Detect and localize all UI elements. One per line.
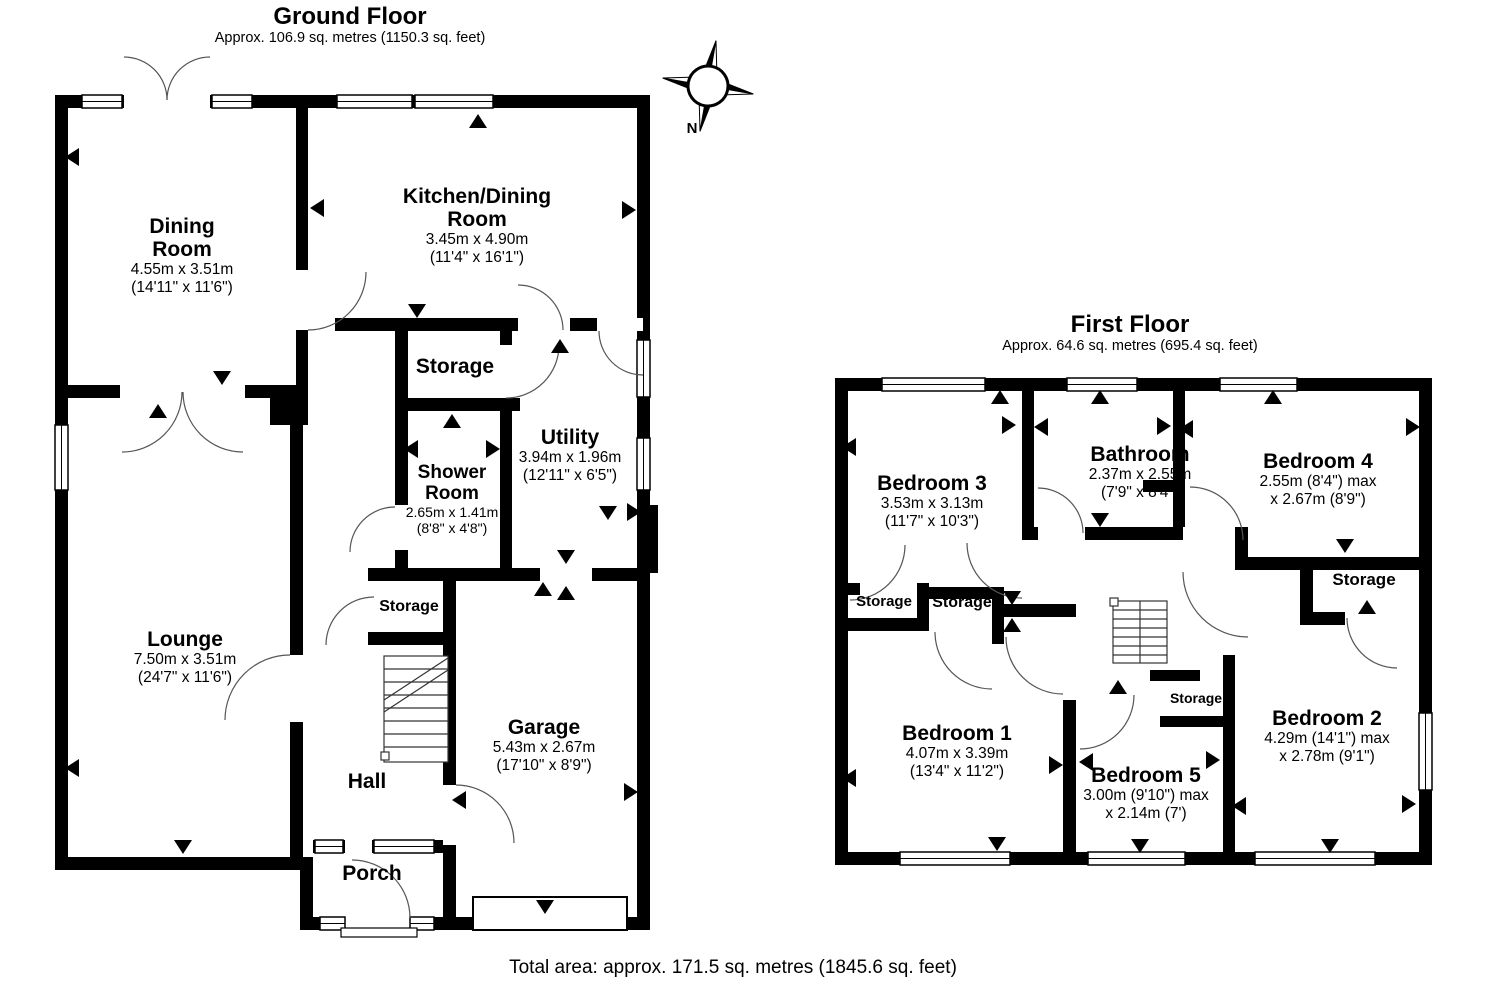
room-name: Lounge xyxy=(147,628,223,651)
room-dims-m: 5.43m x 2.67m xyxy=(492,739,596,756)
room-name: Garage xyxy=(507,716,581,739)
room-dims-m: 4.29m (14'1") max xyxy=(1264,730,1390,747)
room-name: Bedroom 2 xyxy=(1272,707,1382,730)
room-label-utility xyxy=(519,426,622,485)
direction-arrows xyxy=(65,114,1420,914)
room-name: Storage xyxy=(415,355,495,378)
room-name: Storage xyxy=(1332,570,1396,589)
room-label-storage-stairs xyxy=(1170,690,1222,706)
first-floor-subtitle: Approx. 64.6 sq. metres (695.4 sq. feet) xyxy=(1002,338,1258,354)
room-name: Shower xyxy=(417,462,487,483)
room-label-garage xyxy=(493,716,596,775)
room-name: Porch xyxy=(342,862,402,885)
room-name: Bedroom 5 xyxy=(1091,764,1201,787)
room-name: Hall xyxy=(347,770,387,793)
room-dims-ft: (7'9" x 8'4") xyxy=(1100,484,1180,501)
room-name: Kitchen/Dining xyxy=(402,185,552,208)
room-name: Storage xyxy=(1169,690,1223,706)
room-label-lounge xyxy=(134,628,237,687)
room-dims-ft: (12'11" x 6'5") xyxy=(522,467,618,484)
room-dims-m: 3.45m x 4.90m xyxy=(425,231,529,248)
room-dims-m: 3.94m x 1.96m xyxy=(518,449,622,466)
room-dims-ft: x 2.78m (9'1") xyxy=(1279,748,1375,765)
ground-floor-title: Ground Floor xyxy=(273,3,427,30)
room-label-bedroom5 xyxy=(1083,764,1209,823)
room-name: Bedroom 4 xyxy=(1263,450,1373,473)
first-floor-title: First Floor xyxy=(1070,311,1190,338)
room-label-porch xyxy=(342,862,402,885)
room-dims-ft: (8'8" x 4'8") xyxy=(416,520,488,536)
room-label-kitchen xyxy=(403,185,551,267)
room-dims-ft: (11'7" x 10'3") xyxy=(884,513,980,530)
first-floor-stairs xyxy=(1110,598,1167,663)
room-name: Bedroom 1 xyxy=(902,722,1012,745)
room-label-storage-top xyxy=(416,355,494,378)
ground-floor-subtitle: Approx. 106.9 sq. metres (1150.3 sq. feet) xyxy=(214,30,486,46)
room-dims-ft: (11'4" x 16'1") xyxy=(429,249,525,266)
room-label-dining xyxy=(131,215,234,297)
room-name: Storage xyxy=(379,598,439,615)
ground-floor-header xyxy=(215,3,486,47)
ground-floor-stairs xyxy=(381,656,448,762)
room-dims-ft: x 2.14m (7') xyxy=(1105,805,1187,822)
north-label: N xyxy=(686,120,698,137)
room-name: Bedroom 3 xyxy=(877,472,987,495)
room-name: Room xyxy=(425,483,479,504)
room-dims-m: 3.53m x 3.13m xyxy=(880,495,984,512)
room-name: Room xyxy=(152,238,212,261)
room-name: Storage xyxy=(856,593,912,610)
room-label-storage-left2 xyxy=(932,594,992,612)
porch-step xyxy=(341,928,417,937)
room-dims-ft: (17'10" x 8'9") xyxy=(496,757,592,774)
room-label-bathroom xyxy=(1089,443,1192,502)
room-label-storage-left1 xyxy=(856,593,912,610)
room-name: Bathroom xyxy=(1090,443,1190,466)
room-label-bedroom1 xyxy=(902,722,1012,781)
room-dims-ft: x 2.67m (8'9") xyxy=(1270,491,1366,508)
room-dims-m: 2.65m x 1.41m xyxy=(405,504,499,520)
room-dims-m: 4.07m x 3.39m xyxy=(905,745,1009,762)
room-label-bedroom3 xyxy=(877,472,987,531)
total-area-text: Total area: approx. 171.5 sq. metres (1845.6 sq. feet) xyxy=(509,957,957,978)
room-name: Dining xyxy=(149,215,215,238)
room-dims-ft: (24'7" x 11'6") xyxy=(137,669,233,686)
room-dims-ft: (14'11" x 11'6") xyxy=(131,279,233,296)
room-dims-ft: (13'4" x 11'2") xyxy=(909,763,1005,780)
room-name: Utility xyxy=(540,426,600,449)
first-floor-openings xyxy=(1038,527,1085,540)
room-dims-m: 2.55m (8'4") max xyxy=(1259,473,1377,490)
room-label-bedroom4 xyxy=(1260,450,1377,509)
room-label-shower xyxy=(406,462,499,536)
room-dims-m: 4.55m x 3.51m xyxy=(130,261,234,278)
first-floor-header xyxy=(1002,311,1258,355)
room-label-storage-hall xyxy=(379,598,439,616)
room-name: Room xyxy=(447,208,507,231)
room-dims-m: 2.37m x 2.55m xyxy=(1088,466,1192,483)
room-dims-m: 3.00m (9'10") max xyxy=(1083,787,1209,804)
room-name: Storage xyxy=(932,594,992,611)
compass-rose-icon xyxy=(655,33,762,140)
room-label-bedroom2 xyxy=(1264,707,1390,766)
room-label-storage-right xyxy=(1332,570,1395,590)
room-label-hall xyxy=(348,770,387,793)
room-dims-m: 7.50m x 3.51m xyxy=(133,651,237,668)
